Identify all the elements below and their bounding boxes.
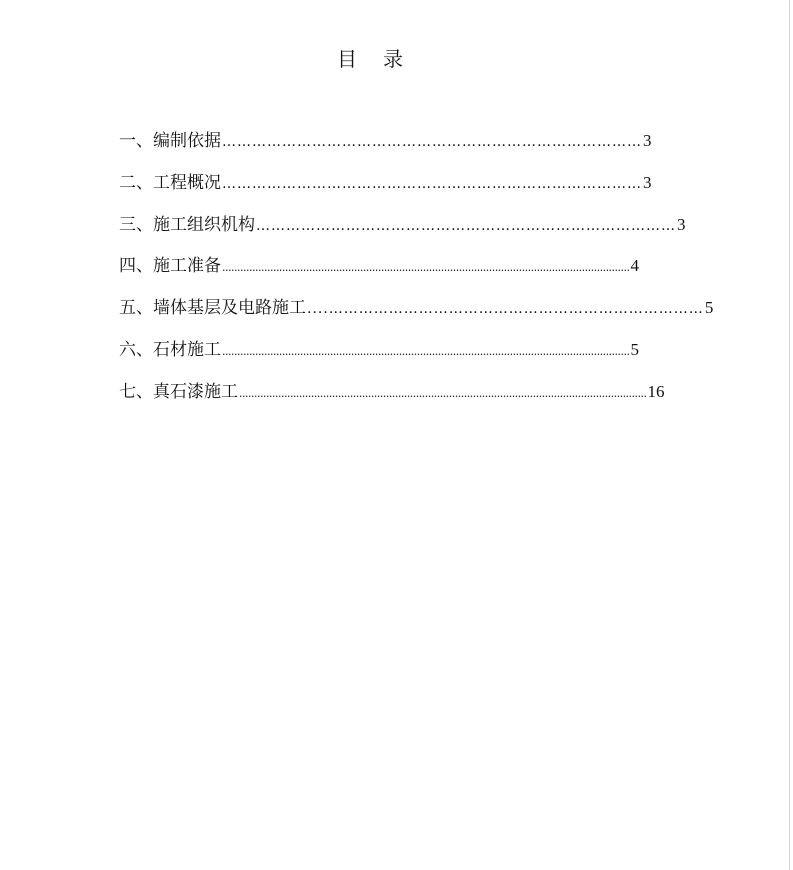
toc-leader-dots: ………………………………………………………………………… (222, 175, 642, 192)
toc-entry-label: 三、施工组织机构 (119, 214, 255, 235)
toc-entry-label: 七、真石漆施工 (119, 381, 238, 402)
toc-leader-dots: ........................................................................................................................................ (222, 261, 630, 275)
toc-leader-dots: ………………………………………………………………………… (222, 134, 642, 150)
toc-entry-label: 五、墙体基层及电路施工 (119, 298, 306, 319)
page-edge-divider (789, 0, 790, 870)
toc-page-number: 3 (677, 214, 686, 234)
toc-entry-stone-paint[interactable] (119, 379, 665, 421)
toc-title (0, 46, 740, 72)
toc-page-number: 3 (643, 131, 652, 150)
toc-title-char-1: 目 (337, 47, 357, 71)
toc-page-number: 5 (704, 298, 714, 318)
toc-entry-label: 一、编制依据 (119, 131, 221, 151)
toc-leader-dots: ........................................................................................................................................ (239, 386, 647, 400)
toc-entry-basis[interactable] (119, 128, 652, 170)
toc-entry-label: 二、工程概况 (119, 172, 221, 193)
toc-page-number: 3 (643, 172, 652, 192)
toc-title-char-2: 录 (383, 47, 403, 71)
toc-leader-dots: ....………………………………………………………………… (307, 301, 704, 318)
toc-page-number: 5 (630, 339, 640, 359)
toc-entry-overview[interactable] (119, 170, 652, 212)
toc-leader-dots: ........................................................................................................................................ (222, 344, 630, 358)
toc-entry-label: 六、石材施工 (119, 339, 221, 360)
toc-entry-label: 四、施工准备 (119, 256, 221, 277)
toc-entry-wall-circuit[interactable] (119, 295, 714, 337)
toc-entry-organization[interactable] (119, 212, 686, 254)
table-of-contents (119, 128, 714, 421)
toc-entry-preparation[interactable] (119, 253, 640, 295)
toc-leader-dots: ………………………………………………………………………… (256, 217, 676, 234)
toc-entry-stone[interactable] (119, 337, 640, 379)
toc-page-number: 16 (647, 381, 665, 401)
toc-page-number: 4 (630, 256, 640, 276)
